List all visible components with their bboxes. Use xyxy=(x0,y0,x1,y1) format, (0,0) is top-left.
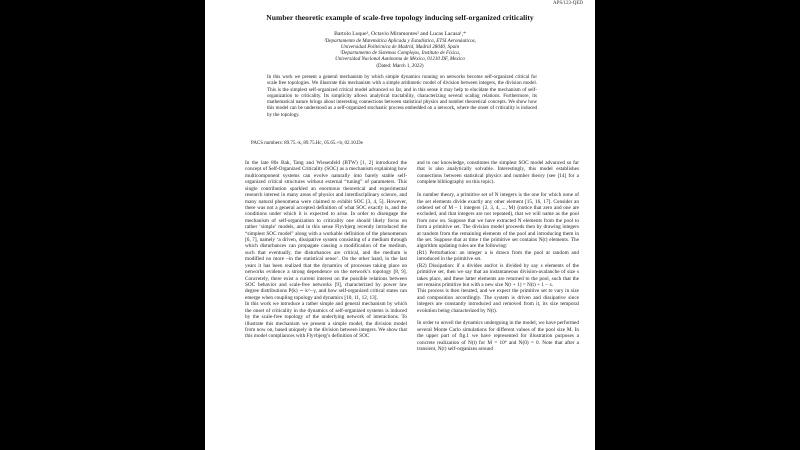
paragraph: In order to unveil the dynamics undergoing in the model, we have performed several Monte Carlo simulations for different values of the pool size M. In the upper part of fig.1 we have represented for illustration purposes a concrete realization of N(t) for M = 10⁴ and N(0) = 0. Note that after a transient, N(t) self-organizes around xyxy=(417,320,579,353)
left-column xyxy=(245,160,407,340)
right-column xyxy=(417,160,579,353)
paragraph: In this work we introduce a rather simple and general mechanism by which the onset of criticality in the dynamics of self-organized systems is induced by the scale-free topology of the underlying network of interactions. To illustrate this mechanism we present a simple model, the division model from now on, based uniquely in the division between integers. We show that this model compliances with Flyvbjerg’s definition of SOC xyxy=(245,301,407,340)
abstract: In this work we present a general mechanism by which simple dynamics running on networks become self-organized critical for scale free topologies. We illustrate this mechanism with a simple arithmetic model of division between integers, the division model. This is the simplest self-organized critical model advanced so far, and in this sense it may help to elucidate the mechanism of self-organization to criticality. Its simplicity allows analytical tractability, characterizing several scaling relations. Furthermore, its mathematical nature brings about interesting connections between statistical physics and number theoretical concepts. We show how this model can be understood as a self-organized stochastic process embedded on a network, where the onset of criticality is induced by the topology. xyxy=(267,74,537,118)
affiliations xyxy=(205,38,595,62)
paragraph: In number theory, a primitive set of N integers is the one for which none of the set elements divide exactly any other element [15, 16, 17]. Consider an ordered set of M − 1 integers {2, 3, 4, ..., M} (notice that zero and one are excluded, and that integers are not repeated), that we will name as the pool from now on. Suppose that we have extracted N elements from the pool to form a primitive set. The division model proceeds then by drawing integers at random from the remaining elements of the pool and introducing them in the set. Suppose that at time t the primitive set contains N(t) elements. The algorithm updating rules are the following: xyxy=(417,192,579,250)
affiliation-line: Universidad Nacional Autónoma de México, 01210 DF, Mexico xyxy=(335,56,465,63)
date-line: (Dated: March 1, 2022) xyxy=(376,64,424,69)
paragraph: This process is then iterated, and we expect the primitive set to vary in size and composition accordingly. The system is driven and dissipative since integers are constantly introduced and removed from it, its size temporal evolution being characterized by N(t). xyxy=(417,288,579,314)
pacs-numbers: PACS numbers: 89.75.-k, 89.75.Hc, 05.65.+b, 02.10.De xyxy=(251,141,363,146)
affiliation-line: Universidad Politécnica de Madrid, Madrid 28040, Spain xyxy=(340,44,460,51)
paper-title: Number theoretic example of scale-free topology inducing self-organized criticality xyxy=(266,13,534,22)
affiliation-line: ²Departamento de Sistemas Complejos, Instituto de Física, xyxy=(339,50,461,57)
paragraph: (R1) Perturbation: an integer a is drawn from the pool at random and introduced in the primitive set. xyxy=(417,249,579,263)
paragraph: In the late 80s Bak, Tang and Wiesenfeld (BTW) [1, 2] introduced the concept of Self-Organized Criticality (SOC) as a mechanism explaining how multicomponent systems can evolve naturally into barely stable self-organized critical structures without external “tuning” of parameters. This single contribution sparkled an enormous theoretical and experimental research interest in many areas of physics and interdisciplinary science, and many natural phenomena were claimed to exhibit SOC [3, 4, 5]. However, there was not a general accepted definition of what SOC exactly is, and the conditions under which it is expected to arise. In order to disengage the mechanism of self-organization to criticality one should likely focus on rather ‘simple’ models, and in this sense Flyvbjerg recently introduced the “simplest SOC model” along with a workable definition of the phenomenon [6, 7], namely ‘a driven, dissipative system consisting of a medium through which disturbances can propagate causing a modification of the medium, such that eventually, the disturbances are critical, and the medium is modified no more –in the statistical sense’. On the other hand, in the last years it has been realized that the dynamics of processes taking place on networks evidence a strong dependence on the network’s topology [8, 9]. Concretely, there exist a current interest on the possible relations between SOC behavior and scale-free networks [9], characterized by power law degree distributions P(k) ∼ k^−γ, and how self-organized critical states can emerge when coupling topology and dynamics [10, 11, 12, 13]. xyxy=(245,160,407,301)
author-list: Bartolo Luque¹, Octavio Miramontes² and Lucas Lacasa¹,* xyxy=(334,31,466,37)
paper-page xyxy=(205,0,595,450)
paragraph: and to our knowledge, constitutes the simplest SOC model advanced so far that is also analytically solvable. Interestingly, this model establishes connections between statistical physics and number theory (see [14] for a complete bibliography on this topic). xyxy=(417,160,579,186)
affiliation-line: ¹Departamento de Matemática Aplicada y Estadística, ETSI Aeronáuticos, xyxy=(324,38,476,44)
paragraph: (R2) Dissipation: if a divides and/or is divided by say s elements of the primitive set, then we say that an instantaneous division-avalanche of size s takes place, and these latter elements are returned to the pool, such that the set remains primitive but with a new size N(t + 1) = N(t) + 1 − s. xyxy=(417,262,579,288)
journal-tag: APS/123-QED xyxy=(552,1,583,6)
